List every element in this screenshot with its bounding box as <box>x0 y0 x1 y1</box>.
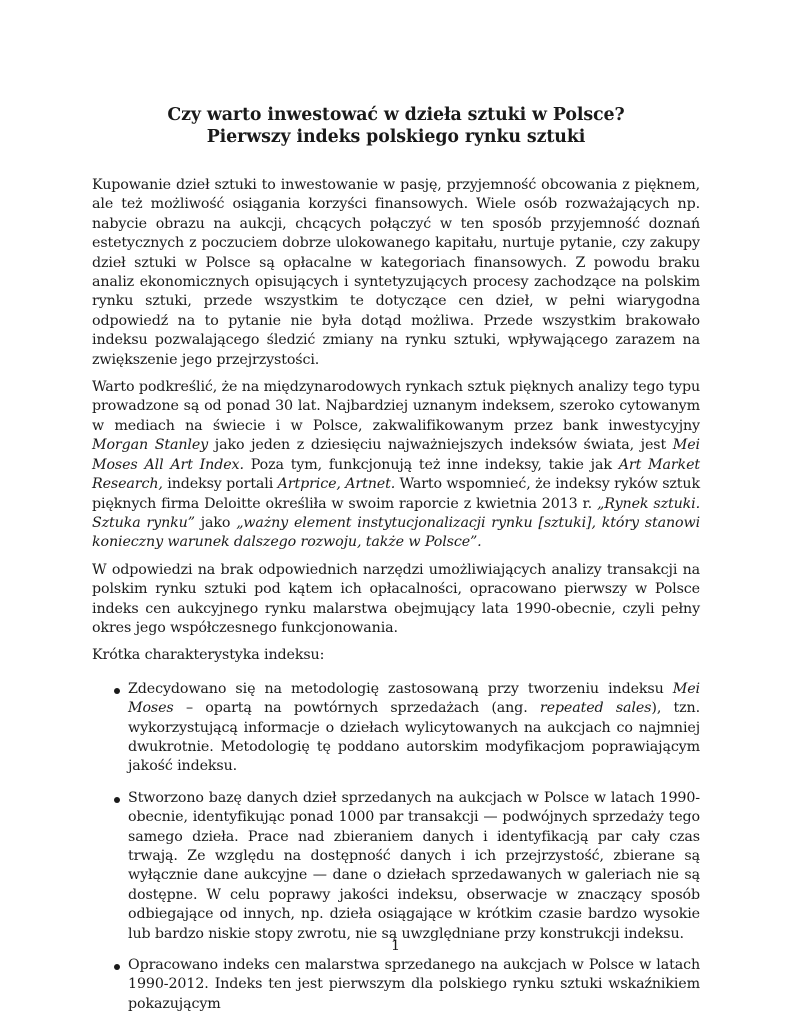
list-item-price-index: Opracowano indeks cen malarstwa sprzedanego na aukcjach w Polsce w latach 1990-2012. Indeks ten jest pierwszym dla polskiego rynku sztuki wskaźnikiem pokazującym <box>92 956 700 1014</box>
bullet-icon <box>114 688 120 694</box>
list-item-database: Stworzono bazę danych dzieł sprzedanych na aukcjach w Polsce w latach 1990-obecnie, identyfikując ponad 1000 par transakcji — podwójnych sprzedaży tego samego dzieła. Prace nad zbieraniem danych i identyfikacją par cały czas trwają. Ze względu na dostępność danych i ich przejrzystość, zbierane są wyłącznie dane aukcyjne — dane o dziełach sprzedawanych w galeriach nie są dostępne. W celu poprawy jakości indeksu, obserwacje w znaczący sposób odbiegające od innych, np. dzieła osiągające w krótkim czasie bardzo wysokie lub bardzo niskie stopy zwrotu, nie są uwzględniane przy konstrukcji indeksu. <box>92 789 700 944</box>
emph-artprice-artnet: Artprice, Artnet. <box>277 476 396 493</box>
emph-morgan-stanley: Morgan Stanley <box>92 437 209 454</box>
emph-report-quote: „ważny element instytucjonalizacji rynku [sztuki], który stanowi konieczny warunek dalszego rozwoju, także w Polsce”. <box>92 514 701 551</box>
page-number: 1 <box>390 938 401 954</box>
title-line-1: Czy warto inwestować w dzieła sztuki w Polsce? <box>167 105 625 125</box>
emph-mei-moses-all-art: Mei Moses All Art Index. <box>92 437 700 473</box>
emph-repeated-sales: repeated sales <box>539 700 652 717</box>
emph-mei-moses: Mei Moses <box>128 680 700 717</box>
title-line-2: Pierwszy indeks polskiego rynku sztuki <box>206 127 586 147</box>
document-page <box>92 104 700 1026</box>
paragraph-international-indices: Warto podkreślić, że na międzynarodowych rynkach sztuk pięknych analizy tego typu prowadzone są od ponad 30 lat. Najbardziej uznanym indeksem, szeroko cytowanym w mediach na świecie i w Polsce, zakwalifikowanym przez bank inwestycyjny Morgan Stanley jako jeden z dziesięciu najważniejszych indeksów świata, jest Mei Moses All Art Index. Poza tym, funkcjonują też inne indeksy, takie jak Art Market Research, indeksy portali Artprice, Artnet. Warto wspomnieć, że indeksy ryków sztuk pięknych firma Deloitte określiła w swoim raporcie z kwietnia 2013 r. „Rynek sztuki. Sztuka rynku” jako „ważny element instytucjonalizacji rynku [sztuki], który stanowi konieczny warunek dalszego rozwoju, także w Polsce”. <box>92 379 701 551</box>
emph-report-title: „Rynek sztuki. Sztuka rynku” <box>92 495 700 531</box>
list-item-methodology: Zdecydowano się na metodologię zastosowaną przy tworzeniu indeksu Mei Moses – opartą na powtórnych sprzedażach (ang. repeated sales), tzn. wykorzystującą informacje o dziełach wylicytowanych na aukcjach co najmniej dwukrotnie. Metodologię tę poddano autorskim modyfikacjom poprawiającym jakość indeksu. <box>92 680 700 777</box>
paragraph-first-index: W odpowiedzi na brak odpowiednich narzędzi umożliwiających analizy transakcji na polskim rynku sztuki pod kątem ich opłacalności, opracowano pierwszy w Polsce indeks cen aukcyjnego rynku malarstwa obejmujący lata 1990-obecnie, czyli pełny okres jego współczesnego funkcjonowania. <box>92 561 700 636</box>
paragraph-intro: Kupowanie dzieł sztuki to inwestowanie w pasję, przyjemność obcowania z pięknem, ale też możliwość osiągania korzyści finansowych. Wiele osób rozważających np. nabycie obrazu na aukcji, chcących połączyć w ten sposób przyjemność doznań estetycznych z poczuciem dobrze ulokowanego kapitału, nurtuje pytanie, czy zakupy dzieł sztuki w Polsce są opłacalne w kategoriach finansowych. Z powodu braku analiz ekonomicznych opisujących i syntetyzujących procesy zachodzące na polskim rynku sztuki, przede wszystkim te dotyczące cen dzieł, w pełni wiarygodna odpowiedź na to pytanie nie była dotąd możliwa. Przede wszystkim brakowało indeksu pozwalającego śledzić zmiany na rynku sztuki, wpływającego zarazem na zwiększenie jego przejrzystości. <box>92 177 700 368</box>
document-title <box>92 104 700 148</box>
bullet-icon <box>114 797 120 803</box>
bullet-icon <box>114 964 120 970</box>
paragraph-characteristics-heading: Krótka charakterystyka indeksu: <box>92 647 325 664</box>
characteristics-list <box>92 680 700 1015</box>
emph-art-market-research: Art Market Research, <box>92 456 700 493</box>
